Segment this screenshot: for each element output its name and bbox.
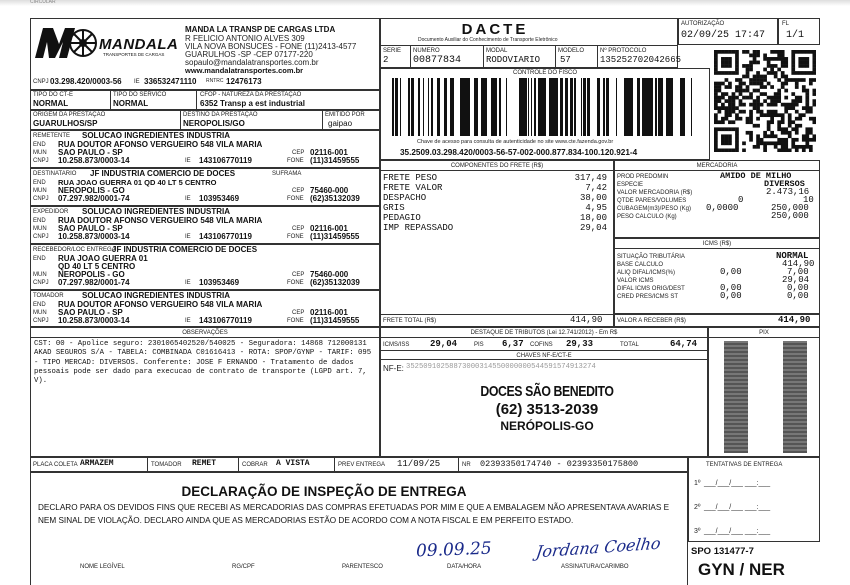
recebedor-ie: 103953469 (199, 278, 240, 287)
frete-section-label: COMPONENTES DO FRETE (R$) (450, 163, 544, 169)
frete-components-list (383, 173, 611, 233)
tipo-cte-label: TIPO DO CT-E (33, 92, 74, 98)
expedidor-mun-label: MUN (33, 226, 47, 232)
situacao-label: SITUAÇÃO TRIBUTÁRIA (617, 254, 685, 260)
frete-component-name: IMP REPASSADO (383, 223, 454, 233)
authorization-label: AUTORIZAÇÃO (681, 21, 725, 27)
prod-value: AMIDO DE MILHO (720, 171, 792, 181)
trib-pis-label: PIS (474, 342, 484, 348)
expedidor-cnpj: 10.258.873/0003-14 (58, 232, 130, 241)
destinatario-cep: 75460-000 (310, 186, 349, 195)
tomador-cnpj-label: CNPJ (33, 318, 49, 324)
stamp-line3: NERÓPOLIS-GO (500, 419, 594, 433)
tomador-mun-label: MUN (33, 310, 47, 316)
expedidor-mun: SAO PAULO - SP (58, 224, 123, 233)
trib-icms-label: ICMS/ISS (383, 342, 410, 348)
tentativa-2-label: 2º (694, 504, 701, 511)
qr-code-image (714, 50, 816, 152)
numero-label: NUMERO (413, 48, 440, 54)
stamp-line2: (62) 3513-2039 (495, 401, 599, 418)
company-cnpj: 03.298.420/0003-56 (50, 77, 122, 86)
cnpj-label: CNPJ (33, 79, 49, 85)
data-hora-label: DATA/HORA (447, 564, 482, 570)
recebedor-end: RUA JOAO GUERRA 01 (58, 254, 148, 263)
destinatario-name: JF INDUSTRIA COMERCIO DE DOCES (90, 169, 236, 178)
declaracao-title: DECLARAÇÃO DE INSPEÇÃO DE ENTREGA (181, 484, 467, 499)
nfe-label: NF-E: (383, 364, 404, 373)
peso-label: PESO CALCULO (Kg) (617, 214, 677, 220)
frete-component-value: 7,42 (585, 183, 607, 193)
barcode-image (392, 78, 692, 136)
tomador-mun: SAO PAULO - SP (58, 308, 123, 317)
cfop-label: CFOP - NATUREZA DA PRESTAÇÃO (200, 92, 302, 98)
logo-subtext: TRANSPORTES DE CARGAS (103, 52, 165, 57)
remetente-cep: 02116-001 (310, 148, 348, 157)
tomador-label: TOMADOR (33, 293, 64, 299)
destinatario-ie-label: IE (185, 196, 191, 202)
chave-label: Chave de acesso para consulta de autenticidade no site www.cte.fazenda.gov.br (417, 139, 614, 145)
peso-value: 250,000 (771, 211, 809, 221)
remetente-end-label: END (33, 142, 46, 148)
recebedor-end-label: END (33, 256, 46, 262)
remetente-mun: SAO PAULO - SP (58, 148, 123, 157)
tomador-cep: 02116-001 (310, 308, 348, 317)
modal-value: RODOVIARIO (486, 55, 541, 65)
tomador-name: SOLUCAO INGREDIENTES INDUSTRIA (82, 291, 231, 300)
trib-total-value: 64,74 (670, 339, 698, 349)
origem-value: GUARULHOS/SP (33, 119, 98, 128)
ie-label: IE (134, 79, 140, 85)
handwritten-signature: Jordana Coelho (534, 533, 663, 562)
cred-value-b: 0,00 (787, 291, 809, 301)
tipo-servico-label: TIPO DO SERVICO (113, 92, 167, 98)
recebedor-name: JF INDUSTRIA COMERCIO DE DOCES (112, 245, 258, 254)
company-address2: VILA NOVA BONSUCES - FONE (11)2413-4577 (185, 42, 357, 51)
trib-cofins-value: 29,33 (566, 339, 594, 349)
remetente-ie-label: IE (185, 158, 191, 164)
frete-component-row (383, 213, 611, 223)
serie-label: SERIE (383, 48, 402, 54)
difal-value-a: 0,00 (720, 283, 742, 293)
pix-redacted-left (724, 341, 748, 453)
serie-value: 2 (383, 55, 389, 65)
trib-total-label: TOTAL (620, 342, 639, 348)
valor-mercadoria-value: 2.473,16 (766, 187, 810, 197)
valor-icms-value: 29,04 (782, 275, 810, 285)
valor-mercadoria-label: VALOR MERCADORIA (R$) (617, 190, 693, 196)
company-address3: GUARULHOS -SP -CEP 07177-220 (185, 50, 313, 59)
bottom-tomador-label: TOMADOR (151, 462, 182, 468)
qtde-label: QTDE PARES/VOLUMES (617, 198, 687, 204)
recebedor-fone: (62)35132039 (310, 278, 360, 287)
destinatario-label: DESTINATARIO (33, 171, 77, 177)
modelo-label: MODELO (558, 48, 585, 54)
recebedor-mun: NEROPOLIS - GO (58, 270, 125, 279)
cobrar-label: COBRAR (242, 462, 268, 468)
top-cut-edge (0, 0, 850, 6)
frete-component-value: 18,00 (579, 213, 607, 223)
frete-component-row (383, 223, 611, 233)
cfop-value: 6352 Transp a est industrial (200, 99, 305, 108)
destinatario-ie: 103953469 (199, 194, 240, 203)
expedidor-name: SOLUCAO INGREDIENTES INDUSTRIA (82, 207, 231, 216)
frete-component-row (383, 183, 611, 193)
destinatario-end-label: END (33, 180, 46, 186)
expedidor-fone: (11)31459555 (310, 232, 360, 241)
recebedor-label: RECEBEDOR/LOC ENTREGA (33, 247, 116, 253)
situacao-value: NORMAL (776, 251, 809, 261)
mandala-logo-icon (33, 24, 97, 62)
tentativa-1-field[interactable]: ___/___/___ ___:___ (704, 480, 771, 487)
recebedor-cep: 75460-000 (310, 270, 349, 279)
expedidor-fone-label: FONE (287, 234, 304, 240)
chave-value: 35.2509.03.298.420/0003-56-57-002-000.877.834-100.120.921-4 (400, 148, 638, 157)
receber-label: VALOR A RECEBER (R$) (617, 318, 686, 324)
aliq-value-b: 7,00 (787, 267, 809, 277)
expedidor-end: RUA DOUTOR AFONSO VERGUEIRO 548 VILA MARIA (58, 216, 263, 225)
destinatario-mun-label: MUN (33, 188, 47, 194)
tentativa-3-field[interactable]: ___/___/___ ___:___ (704, 528, 771, 535)
tomador-end: RUA DOUTOR AFONSO VERGUEIRO 548 VILA MARIA (58, 300, 263, 309)
frete-component-name: GRIS (383, 203, 405, 213)
nr-label: NR (462, 462, 471, 468)
dacte-subtitle: Documento Auxiliar do Conhecimento de Transporte Eletrônico (418, 37, 558, 43)
frete-component-row (383, 173, 611, 183)
qtde-value-a: 0 (738, 195, 744, 205)
tentativas-label: TENTATIVAS DE ENTREGA (706, 462, 783, 468)
tomador-ie-label: IE (185, 318, 191, 324)
tributos-label: DESTAQUE DE TRIBUTOS (Lei 12.741/2012) - Em R$ (470, 330, 618, 336)
remetente-name: SOLUCAO INGREDIENTES INDUSTRIA (82, 131, 231, 140)
tentativa-2-field[interactable]: ___/___/___ ___:___ (704, 504, 771, 511)
recebedor-cnpj-label: CNPJ (33, 280, 49, 286)
destinatario-extra: SUFRAMA (272, 171, 302, 177)
cubagem-label: CUBAGEM(m3)/PESO (Kg) (617, 206, 692, 212)
recebedor-mun-label: MUN (33, 272, 47, 278)
frete-component-name: PEDAGIO (383, 213, 421, 223)
frete-component-value: 4,95 (585, 203, 607, 213)
rg-label: RG/CPF (232, 564, 255, 570)
company-rntrc: 12476173 (226, 77, 262, 86)
base-value: 414,90 (782, 259, 815, 269)
chaves-label: CHAVES NF-E/CT-E (516, 353, 572, 359)
dacte-title: DACTE (461, 21, 529, 38)
nr-value: 02393350174740 - 02393350175800 (480, 459, 639, 469)
recebedor-cep-label: CEP (292, 272, 305, 278)
expedidor-ie: 143106770119 (199, 232, 252, 241)
remetente-cnpj-label: CNPJ (33, 158, 49, 164)
trib-icms-value: 29,04 (430, 339, 458, 349)
stamp-line1: DOCES SÃO BENEDITO (480, 383, 614, 400)
placa-label: PLACA COLETA (33, 462, 78, 468)
recebedor-cnpj: 07.297.982/0001-74 (58, 278, 130, 287)
remetente-cnpj: 10.258.873/0003-14 (58, 156, 130, 165)
remetente-ie: 143106770119 (199, 156, 252, 165)
nfe-value: 35250910258873000314550000000544591574913274 (406, 363, 596, 371)
modal-label: MODAL (486, 48, 508, 54)
qtde-value-b: 10 (803, 195, 814, 205)
frete-component-row (383, 203, 611, 213)
remetente-mun-label: MUN (33, 150, 47, 156)
especie-label: ESPECIE (617, 182, 644, 188)
frete-component-row (383, 193, 611, 203)
expedidor-cep: 02116-001 (310, 224, 348, 233)
fl-value: 1/1 (786, 30, 805, 41)
destinatario-mun: NEROPOLIS - GO (58, 186, 125, 195)
company-logo (33, 24, 179, 64)
company-site[interactable]: www.mandalatransportes.com.br (185, 66, 304, 75)
company-address1: R FELICIO ANTONIO ALVES 309 (185, 34, 305, 43)
recebedor-end2: QD 40 LT 5 CENTRO (58, 262, 136, 271)
gyn-code: GYN / NER (698, 560, 785, 579)
destinatario-end: RUA JOAO GUERRA 01 QD 40 LT 5 CENTRO (58, 178, 217, 187)
mercadoria-section-label: MERCADORIA (696, 163, 738, 169)
recebedor-fone-label: FONE (287, 280, 304, 286)
emitido-label: EMITIDO POR (325, 112, 365, 118)
destino-value: NEROPOLIS/GO (183, 119, 245, 128)
authorization-value: 02/09/25 17:47 (681, 30, 766, 41)
aliq-label: ALIQ DIFAL/ICMS(%) (617, 270, 676, 276)
tomador-fone: (11)31459555 (310, 316, 360, 325)
tomador-cep-label: CEP (292, 310, 305, 316)
assinatura-label: ASSINATURA/CARIMBO (561, 564, 629, 570)
aliq-value-a: 0,00 (720, 267, 742, 277)
frete-total-value: 414,90 (570, 315, 603, 325)
remetente-end: RUA DOUTOR AFONSO VERGUEIRO 548 VILA MARIA (58, 140, 263, 149)
observacoes-label: OBSERVAÇÕES (182, 330, 228, 336)
difal-value-b: 0,00 (787, 283, 809, 293)
trib-pis-value: 6,37 (502, 339, 524, 349)
cobrar-value: A VISTA (276, 459, 310, 468)
controle-fisco-label: CONTROLE DO FISCO (512, 70, 577, 76)
receber-value: 414,90 (778, 315, 811, 325)
company-name: MANDA LA TRANSP DE CARGAS LTDA (185, 25, 336, 34)
tentativa-1-label: 1º (694, 480, 701, 487)
expedidor-end-label: END (33, 218, 46, 224)
tomador-cnpj: 10.258.873/0003-14 (58, 316, 130, 325)
frete-component-value: 29,04 (579, 223, 607, 233)
top-cut-label: CIRCULAR (30, 0, 56, 5)
company-stamp (452, 383, 642, 439)
expedidor-label: EXPEDIDOR (33, 209, 69, 215)
trib-cofins-label: COFINS (530, 342, 553, 348)
expedidor-cnpj-label: CNPJ (33, 234, 49, 240)
tomador-fone-label: FONE (287, 318, 304, 324)
tomador-ie: 143106770119 (199, 316, 252, 325)
bottom-tomador-value: REMET (192, 459, 217, 468)
remetente-fone-label: FONE (287, 158, 304, 164)
declaracao-text: DECLARO PARA OS DEVIDOS FINS QUE RECEBI AS MERCADORIAS DAS COMPRAS EFETUADAS POR MIM E QUE A EMBALAGEM NÃO APRESENTAVA AVARIAS E NEM SINAL DE VIOLAÇÃO. DECLARO AINDA QUE AS MERCADORIAS ESTÃO DE ACORDO COM A NOTA FISCAL E EM PERFEITO ESTADO. (38, 503, 670, 525)
especie-value: DIVERSOS (764, 179, 805, 189)
spo-code: SPO 131477-7 (691, 546, 754, 557)
numero-value: 00877834 (413, 55, 462, 66)
destinatario-cep-label: CEP (292, 188, 305, 194)
tipo-cte-value: NORMAL (33, 99, 69, 108)
protocolo-label: Nº PROTOCOLO (600, 48, 647, 54)
frete-component-name: DESPACHO (383, 193, 427, 203)
destinatario-cnpj-label: CNPJ (33, 196, 49, 202)
prev-label: PREV ENTREGA (338, 462, 386, 468)
remetente-label: REMETENTE (33, 133, 71, 139)
expedidor-ie-label: IE (185, 234, 191, 240)
frete-component-name: FRETE PESO (383, 173, 438, 183)
logo-text: MANDALA (99, 36, 179, 53)
base-label: BASE CALCULO (617, 262, 664, 268)
recebedor-ie-label: IE (185, 280, 191, 286)
frete-total-label: FRETE TOTAL (R$) (383, 318, 437, 324)
destinatario-cnpj: 07.297.982/0001-74 (58, 194, 130, 203)
fl-label: FL (782, 21, 790, 27)
prev-value: 11/09/25 (397, 459, 441, 469)
nome-label: NOME LEGÍVEL (80, 564, 125, 570)
company-email[interactable]: sopaulo@mandalatransportes.com.br (185, 58, 319, 67)
tentativa-3-label: 3º (694, 528, 701, 535)
frete-component-value: 38,00 (579, 193, 607, 203)
cubagem-value-a: 0,0000 (706, 203, 739, 213)
placa-value: ARMAZEM (80, 459, 114, 468)
origem-label: ORIGEM DA PRESTAÇÃO (33, 112, 106, 118)
emitido-value: gaipao (328, 119, 353, 128)
remetente-cep-label: CEP (292, 150, 305, 156)
pix-label: PIX (759, 330, 769, 336)
valor-icms-label: VALOR ICMS (617, 278, 654, 284)
destinatario-fone-label: FONE (287, 196, 304, 202)
cred-value-a: 0,00 (720, 291, 742, 301)
remetente-fone: (11)31459555 (310, 156, 360, 165)
rntrc-label: RNTRC (206, 78, 224, 84)
handwritten-date: 09.09.25 (415, 538, 493, 562)
protocolo-value: 135252702042665 (600, 55, 682, 65)
pix-redacted-right (783, 341, 807, 453)
destinatario-fone: (62)35132039 (310, 194, 360, 203)
frete-component-value: 317,49 (574, 173, 607, 183)
icms-section-label: ICMS (R$) (702, 241, 732, 247)
destino-label: DESTINO DA PRESTAÇÃO (183, 112, 258, 118)
modelo-value: 57 (560, 55, 571, 65)
difal-label: DIFAL ICMS ORIG/DEST (617, 286, 685, 292)
prod-label: PROD PREDOMIN (617, 174, 669, 180)
parentesco-label: PARENTESCO (342, 564, 383, 570)
tipo-servico-value: NORMAL (113, 99, 149, 108)
observacoes-text: CST: 00 - Apolice seguro: 2301065402520/540025 - Seguradora: 14868 712000131 AKAD SEGUROS S/A - TABELA: COMBINADA C01616413 - ROTA: SPOP/GYNP - TARIF: 095 - TIPO MERCAD: DIVERSOS. Conferente: JOSE F ERNANDO - Tratamento de dados pessoais pode ser dado para execucao de contrato de transporte (LGPD art. 7, V). (34, 340, 372, 386)
tomador-end-label: END (33, 302, 46, 308)
cred-label: CRED PRES/ICMS ST (617, 294, 679, 300)
expedidor-cep-label: CEP (292, 226, 305, 232)
company-ie: 336532471110 (144, 77, 197, 86)
cubagem-value-b: 250,000 (771, 203, 809, 213)
frete-component-name: FRETE VALOR (383, 183, 443, 193)
